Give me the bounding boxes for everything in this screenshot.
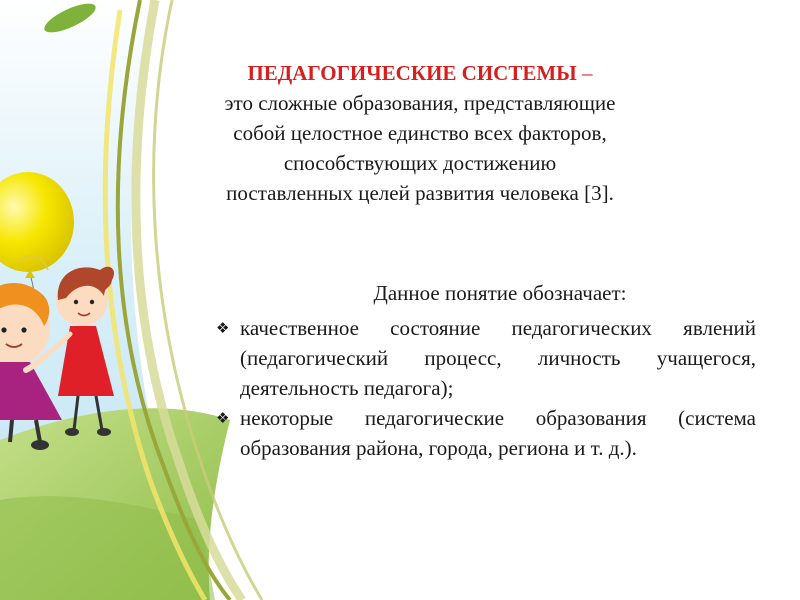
definition-line: способствующих достижению bbox=[283, 151, 557, 175]
definition-line: это сложные образования, представляющие bbox=[224, 91, 616, 115]
diamond-dots-icon: ❖ bbox=[216, 409, 230, 427]
girl-red-shoe bbox=[97, 428, 111, 436]
diamond-dots-icon: ❖ bbox=[216, 319, 230, 337]
definition-block bbox=[160, 58, 680, 208]
list-item-text: качественное состояние педагогических явлений (педагогический процесс, личность учащегося, деятельность педагога); bbox=[240, 316, 756, 400]
list-item bbox=[216, 403, 756, 463]
meaning-intro: Данное понятие обозначает: bbox=[373, 281, 627, 305]
definition-term: ПЕДАГОГИЧЕСКИЕ СИСТЕМЫ bbox=[247, 61, 577, 85]
girl-purple-eye bbox=[21, 327, 26, 332]
definition-line: поставленных целей развития человека [3]. bbox=[226, 181, 614, 205]
definition-dash: – bbox=[576, 61, 593, 85]
girl-red-shoe bbox=[65, 428, 79, 436]
definition-title-line bbox=[160, 58, 680, 88]
list-item-text: некоторые педагогические образования (система образования района, города, региона и т. д.). bbox=[240, 406, 756, 460]
girl-purple-leg bbox=[10, 420, 12, 442]
definition-line: собой целостное единство всех факторов, bbox=[233, 121, 607, 145]
girl-red-eye bbox=[90, 300, 94, 304]
list-item bbox=[216, 313, 756, 403]
girl-red-eye bbox=[74, 300, 78, 304]
girl-purple-shoe bbox=[31, 440, 49, 450]
girl-purple-eye bbox=[1, 327, 6, 332]
meaning-list bbox=[216, 313, 756, 463]
